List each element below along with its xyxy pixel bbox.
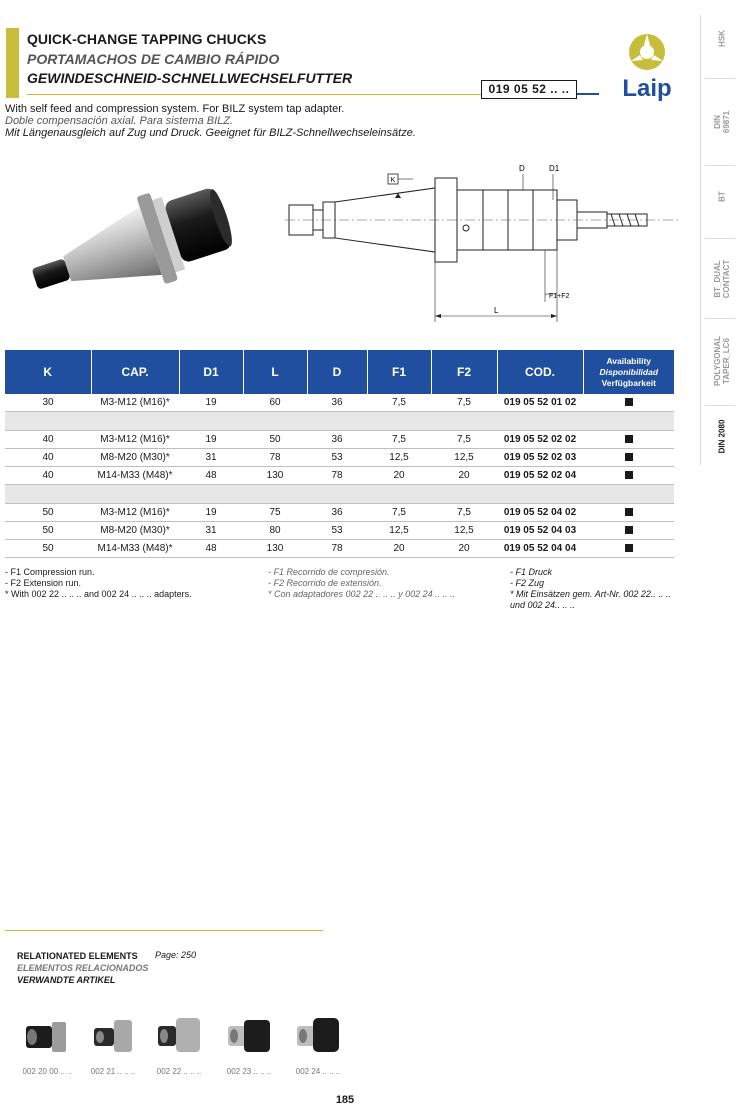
header-accent-bar	[6, 28, 19, 98]
related-item[interactable]: 002 23 .. .. ..	[219, 1012, 279, 1076]
notes-es: - F1 Recorrido de compresión. - F2 Recorrido de extensión. * Con adaptadores 002 22 .. .. .. y 002 24 .. .. ..	[268, 567, 456, 599]
related-page-link[interactable]: Page: 250	[155, 950, 197, 960]
side-nav-separator	[705, 238, 735, 239]
related-title-es: ELEMENTOS RELACIONADOS	[17, 963, 149, 973]
table-row: 40 M8-M20 (M30)* 31 78 53 12,5 12,5 019 05 52 02 03	[5, 449, 674, 467]
side-nav-item-din-2080[interactable]: DIN 2080	[717, 419, 727, 454]
column-header-availability: Availability Disponibilidad Verfügbarkeit	[583, 350, 674, 394]
related-item[interactable]: 002 21 .. .. ..	[83, 1012, 143, 1076]
related-title-en: RELATIONATED ELEMENTS	[17, 951, 138, 961]
column-header-cod: COD.	[497, 350, 583, 394]
tap-adapter-icon	[293, 1012, 343, 1056]
table-row: 40 M3-M12 (M16)* 19 50 36 7,5 7,5 019 05 52 02 02	[5, 431, 674, 449]
drawing-label-l: L	[494, 306, 499, 315]
side-nav-divider	[700, 15, 701, 465]
availability-indicator	[625, 453, 633, 461]
tap-adapter-icon	[88, 1012, 138, 1056]
page-title-en: QUICK-CHANGE TAPPING CHUCKS	[27, 31, 267, 47]
table-row: 50 M14-M33 (M48)* 48 130 78 20 20 019 05 52 04 04	[5, 540, 674, 558]
tap-adapter-icon	[224, 1012, 274, 1056]
technical-drawing	[283, 160, 683, 335]
side-nav-separator	[705, 78, 735, 79]
notes-de: - F1 Druck - F2 Zug * Mit Einsätzen gem. Art-Nr. 002 22.. .. .. und 002 24.. .. ..	[510, 567, 671, 610]
availability-indicator	[625, 435, 633, 443]
table-row: 50 M3-M12 (M16)* 19 75 36 7,5 7,5 019 05 52 04 02	[5, 504, 674, 522]
page-number: 185	[335, 1094, 355, 1106]
table-row: 30 M3-M12 (M16)* 19 60 36 7,5 7,5 019 05 52 01 02	[5, 394, 674, 412]
column-header-f1: F1	[367, 350, 431, 394]
drawing-label-d1: D1	[549, 164, 560, 173]
table-group-separator	[5, 485, 674, 504]
related-item[interactable]: 002 24 .. .. ..	[288, 1012, 348, 1076]
description-en: With self feed and compression system. For BILZ system tap adapter.	[5, 103, 345, 115]
related-item[interactable]: 002 20 00 .. ..	[17, 1012, 77, 1076]
column-header-l: L	[243, 350, 307, 394]
product-photo	[16, 172, 236, 300]
specs-table	[5, 350, 674, 558]
column-header-d: D	[307, 350, 367, 394]
column-header-f2: F2	[431, 350, 497, 394]
column-header-d1: D1	[179, 350, 243, 394]
related-rule	[5, 930, 323, 931]
availability-indicator	[625, 508, 633, 516]
description-de: Mit Längenausgleich auf Zug und Druck. Geeignet für BILZ-Schnellwechseleinsätze.	[5, 127, 416, 139]
tap-adapter-icon	[22, 1012, 72, 1056]
logo-text: Laip	[622, 75, 672, 102]
table-row: 50 M8-M20 (M30)* 31 80 53 12,5 12,5 019 05 52 04 03	[5, 522, 674, 540]
page-title-es: PORTAMACHOS DE CAMBIO RÁPIDO	[27, 51, 280, 67]
table-header-row	[5, 350, 674, 394]
column-header-k: K	[5, 350, 91, 394]
reference-code-box: 019 05 52 .. ..	[481, 80, 577, 99]
availability-indicator	[625, 398, 633, 406]
table-group-separator	[5, 412, 674, 431]
page-title-de: GEWINDESCHNEID-SCHNELLWECHSELFUTTER	[27, 70, 353, 86]
availability-indicator	[625, 544, 633, 552]
drawing-label-d: D	[519, 164, 525, 173]
side-nav-item-bt[interactable]: BT	[717, 191, 727, 202]
drawing-label-f1-f2: F1+F2	[549, 293, 570, 300]
availability-indicator	[625, 471, 633, 479]
side-nav-item-din-69871[interactable]: DIN 69871	[713, 110, 731, 134]
side-nav-separator	[705, 318, 735, 319]
table-row: 40 M14-M33 (M48)* 48 130 78 20 20 019 05 52 02 04	[5, 467, 674, 485]
description-es: Doble compensación axial. Para sistema BILZ.	[5, 115, 234, 127]
side-nav-separator	[705, 165, 735, 166]
notes-en: - F1 Compression run. - F2 Extension run. * With 002 22 .. .. .. and 002 24 .. .. .. adapters.	[5, 567, 192, 599]
related-item[interactable]: 002 22 .. .. ..	[149, 1012, 209, 1076]
drawing-label-k: K	[390, 177, 396, 184]
side-nav-item-hsk[interactable]: HSK	[717, 30, 727, 47]
column-header-cap: CAP.	[91, 350, 179, 394]
reference-blue-rule	[577, 93, 599, 95]
side-nav-item-bt-dual-contact[interactable]: BT_DUAL CONTACT	[713, 259, 731, 299]
header-rule	[27, 94, 482, 95]
availability-indicator	[625, 526, 633, 534]
laip-logo	[612, 30, 682, 102]
tap-adapter-icon	[154, 1012, 204, 1056]
related-title-de: VERWANDTE ARTIKEL	[17, 975, 116, 985]
side-nav-item-polygonal-taper[interactable]: POLYGONAL TAPER_LC6	[713, 336, 731, 386]
